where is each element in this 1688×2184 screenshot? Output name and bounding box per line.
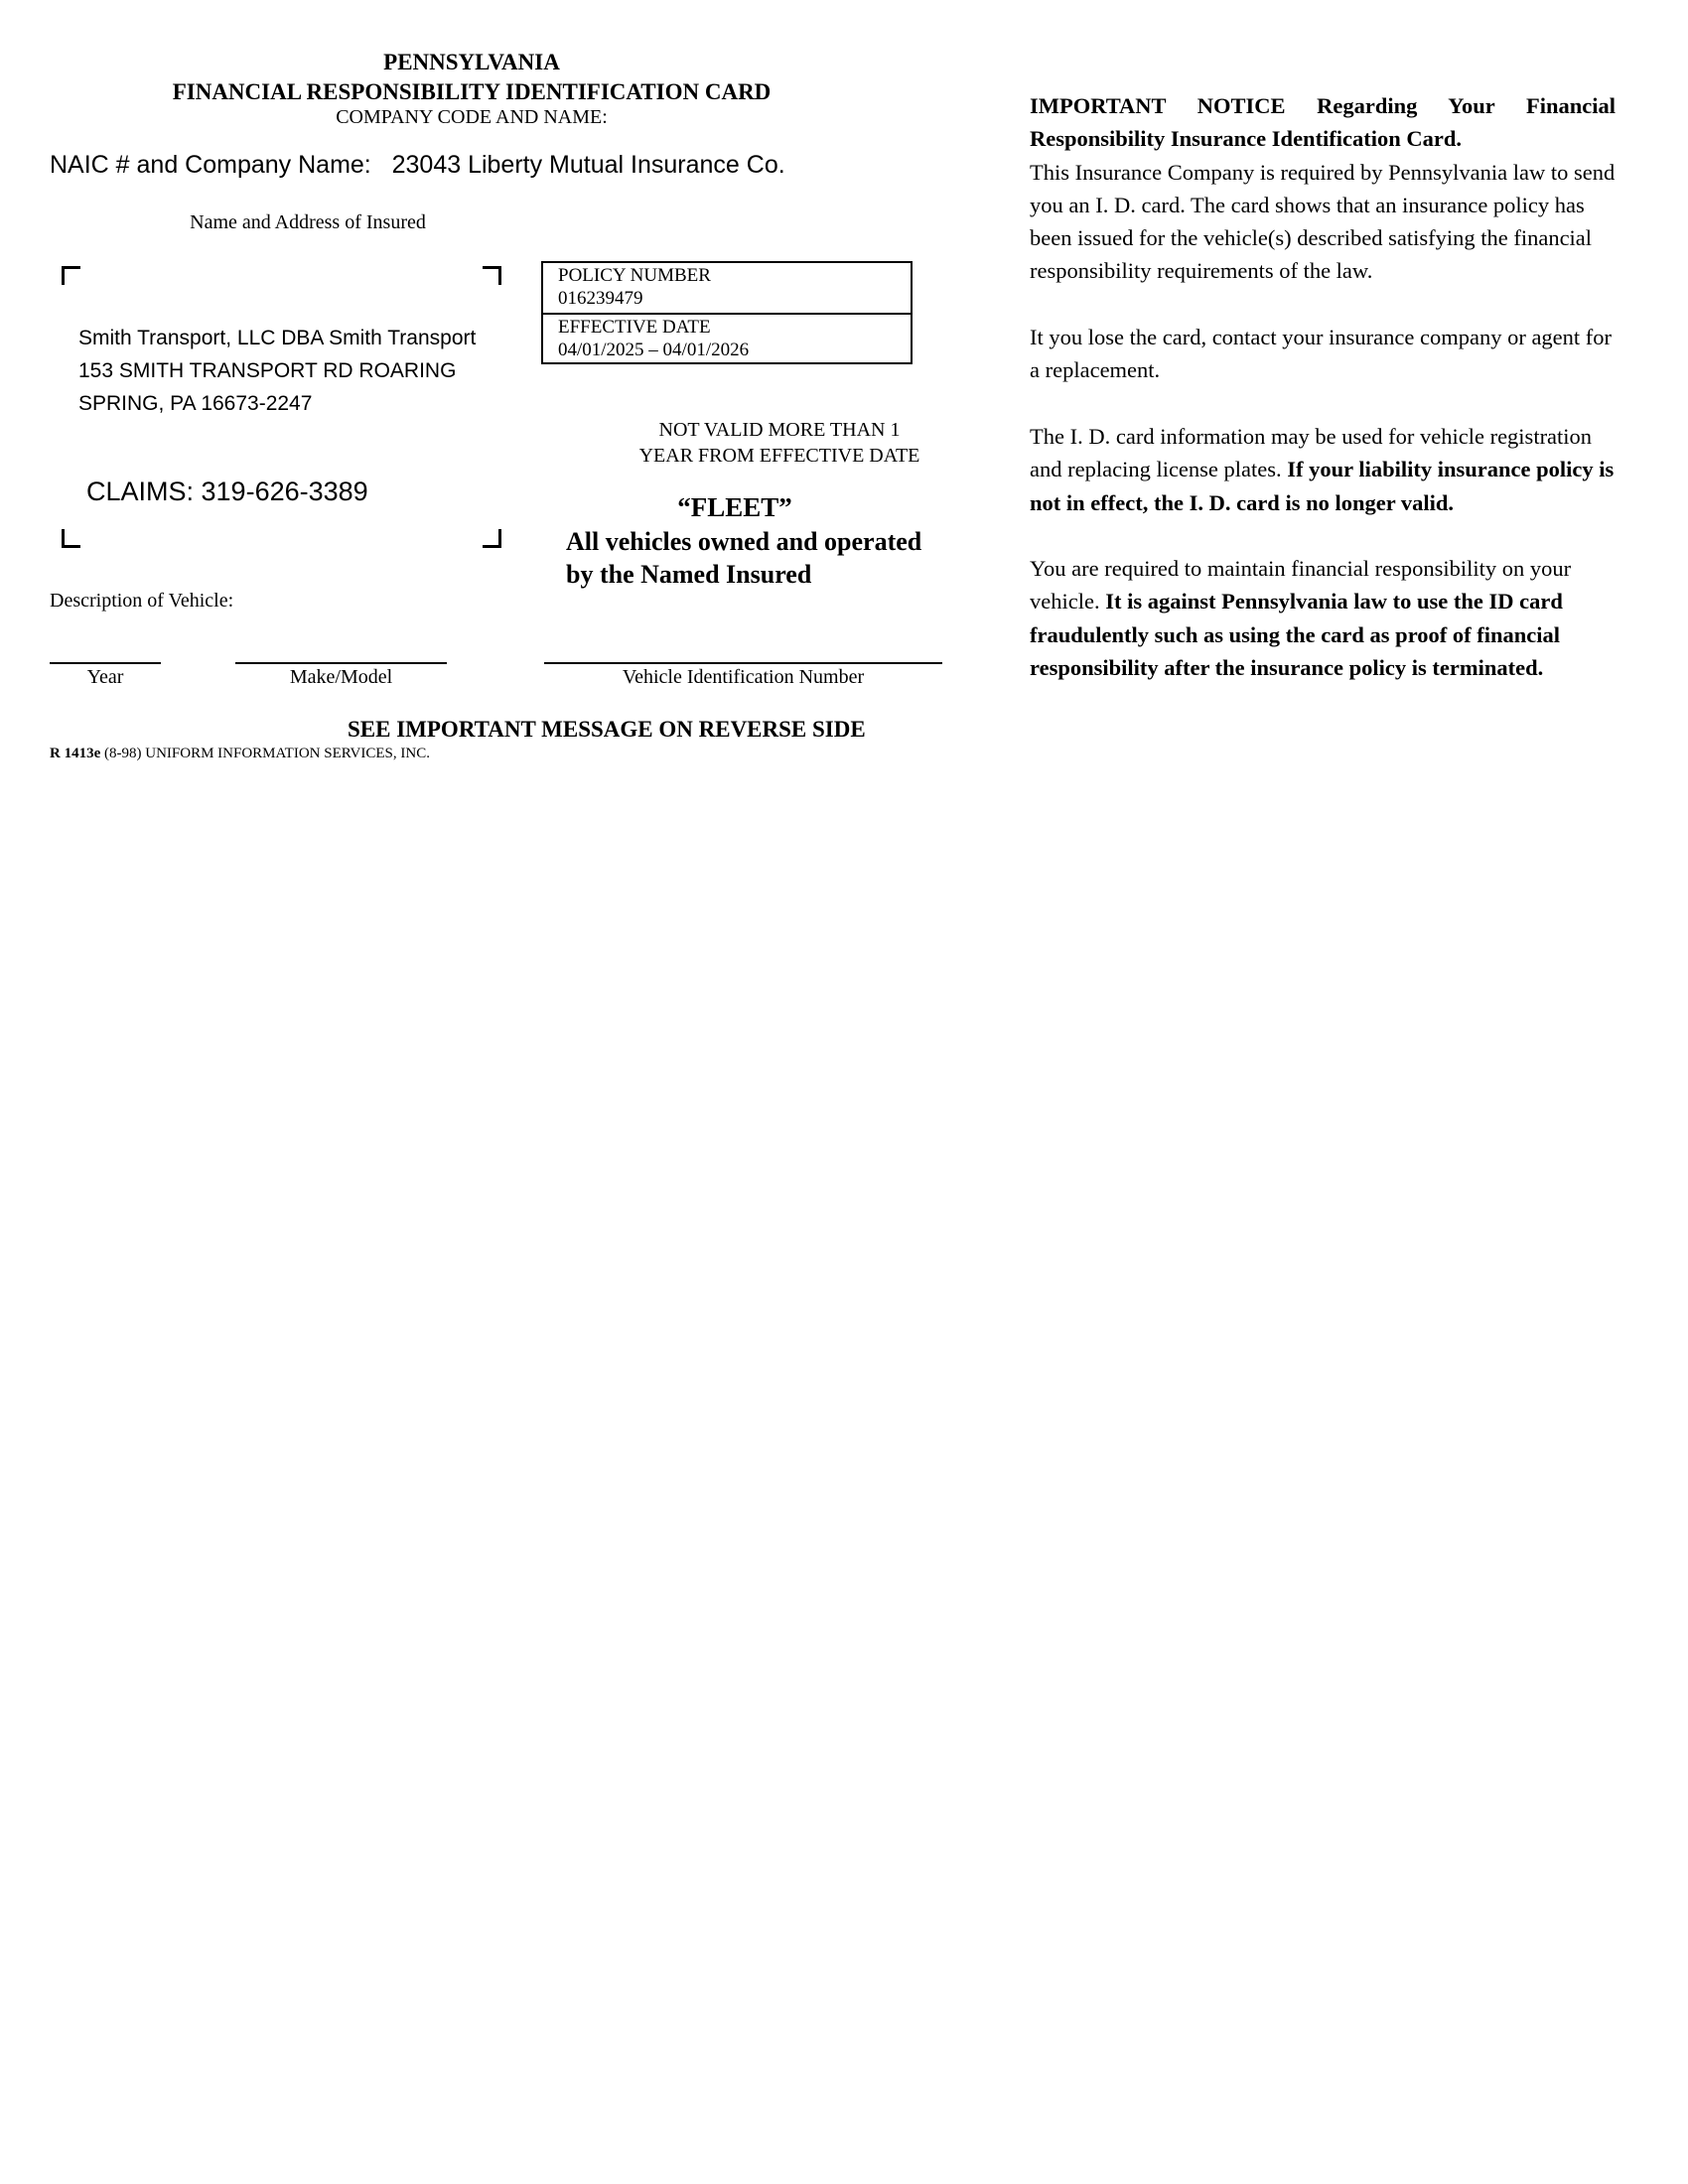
notice-paragraph-2: It you lose the card, contact your insurance company or agent for a replacement. xyxy=(1030,325,1613,383)
form-identifier xyxy=(50,746,430,762)
notice-paragraph-4 xyxy=(1030,552,1616,684)
year-label: Year xyxy=(86,666,124,688)
form-code: R 1413e xyxy=(50,746,101,761)
fleet-line2: by the Named Insured xyxy=(566,560,812,589)
reverse-side-message: SEE IMPORTANT MESSAGE ON REVERSE SIDE xyxy=(348,717,866,742)
corner-mark-bottom-left xyxy=(62,529,80,548)
policy-info-box xyxy=(541,261,913,364)
notice-paragraph-4-text: You are required to maintain financial responsibility on your vehicle. xyxy=(1030,556,1572,614)
notice-paragraph-4-bold: It is against Pennsylvania law to use the ID card fraudulently such as using the card as proof of financial responsibility after the insurance policy is terminated. xyxy=(1030,589,1563,681)
effective-date-label: EFFECTIVE DATE xyxy=(558,317,711,338)
fleet-description xyxy=(566,525,921,591)
validity-line1: NOT VALID MORE THAN 1 xyxy=(658,419,901,441)
make-model-line xyxy=(235,662,447,664)
card-title: FINANCIAL RESPONSIBILITY IDENTIFICATION CARD xyxy=(172,79,772,104)
notice-paragraph-1: This Insurance Company is required by Pennsylvania law to send you an I. D. card. The card shows that an insurance policy has been issued for the vehicle(s) described satisfying the financial responsibility requirements of the law. xyxy=(1030,159,1616,284)
effective-date-cell xyxy=(543,315,911,366)
policy-number-cell xyxy=(543,263,911,315)
claims-phone: CLAIMS: 319-626-3389 xyxy=(86,477,368,506)
notice-heading: IMPORTANT NOTICE Regarding Your Financial Responsibility Insurance Identification Card. xyxy=(1030,93,1616,152)
vehicle-description-label: Description of Vehicle: xyxy=(50,590,234,612)
naic-company-value: 23043 Liberty Mutual Insurance Co. xyxy=(391,151,785,179)
year-line xyxy=(50,662,161,664)
vin-label: Vehicle Identification Number xyxy=(622,666,865,688)
effective-date-value: 04/01/2025 – 04/01/2026 xyxy=(558,340,750,360)
insured-address-line2: SPRING, PA 16673-2247 xyxy=(78,392,313,415)
policy-number-value: 016239479 xyxy=(558,288,643,309)
corner-mark-bottom-right xyxy=(483,529,501,548)
fleet-line1: All vehicles owned and operated xyxy=(566,527,922,556)
fleet-title: “FLEET” xyxy=(677,492,792,522)
insured-address-block xyxy=(78,322,476,420)
important-notice xyxy=(1030,89,1616,718)
vin-line xyxy=(544,662,942,664)
corner-mark-top-left xyxy=(62,266,80,285)
notice-paragraph-3-text: The I. D. card information may be used for vehicle registration and replacing license plates. xyxy=(1030,423,1593,482)
validity-notice xyxy=(596,417,963,469)
insured-address-line1: 153 SMITH TRANSPORT RD ROARING xyxy=(78,359,457,382)
card-state-heading: PENNSYLVANIA xyxy=(383,50,560,74)
policy-number-label: POLICY NUMBER xyxy=(558,265,711,286)
insured-name: Smith Transport, LLC DBA Smith Transport xyxy=(78,327,477,349)
insured-label: Name and Address of Insured xyxy=(190,211,426,233)
notice-paragraph-3 xyxy=(1030,420,1616,519)
make-model-label: Make/Model xyxy=(289,666,393,688)
form-info: (8-98) UNIFORM INFORMATION SERVICES, INC. xyxy=(104,746,430,761)
naic-company-line xyxy=(50,151,785,180)
notice-paragraph-3-bold: If your liability insurance policy is not in effect, the I. D. card is no longer valid. xyxy=(1030,457,1615,515)
naic-label: NAIC # and Company Name: xyxy=(50,151,371,179)
validity-line2: YEAR FROM EFFECTIVE DATE xyxy=(638,445,920,467)
corner-mark-top-right xyxy=(483,266,501,285)
company-code-label: COMPANY CODE AND NAME: xyxy=(336,106,608,128)
